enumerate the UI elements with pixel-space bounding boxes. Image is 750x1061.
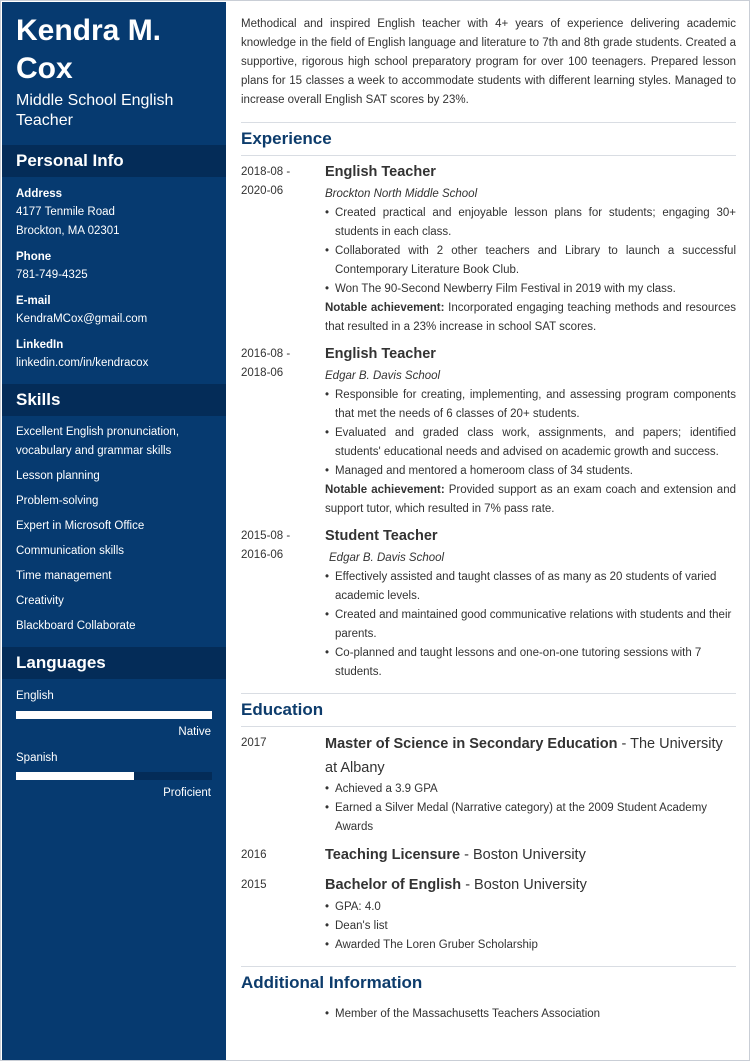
summary-paragraph: Methodical and inspired English teacher with 4+ years of experience delivering academic knowledge in the field of English language and literature to 7th and 8th grade students. Created a supportive, rigorous high school preparatory program for over 100 teenagers. Prepared lesson plans for 15 classes a week to accommodate students with different learning styles. Managed to increase overall English SAT scores by 23%.	[241, 18, 736, 106]
list-item: • Created practical and enjoyable lesson plans for students; engaging 30+ students in each class.	[325, 204, 736, 242]
list-item: • Effectively assisted and taught classes of as many as 20 students of varied academic levels.	[325, 568, 736, 606]
job-employer: Brockton North Middle School	[325, 188, 478, 200]
address-line-1: 4177 Tenmile Road	[16, 206, 115, 218]
education-year: 2015	[241, 879, 267, 891]
job-achievement	[325, 299, 736, 337]
job-date-end: 2016-06	[241, 549, 284, 561]
heading-divider	[241, 155, 736, 156]
job-date-start: 2016-08 -	[241, 348, 291, 360]
additional-bullets	[325, 1005, 736, 1024]
job-title: Student Teacher	[325, 528, 438, 544]
achievement-label: Notable achievement:	[325, 484, 445, 496]
linkedin-value[interactable]: linkedin.com/in/kendracox	[16, 357, 149, 369]
job-bullets	[325, 386, 736, 481]
job-bullets	[325, 568, 736, 682]
skills-heading: Skills	[2, 384, 226, 416]
language-proficiency-bar	[16, 772, 212, 780]
education-year: 2017	[241, 737, 267, 749]
sidebar	[2, 2, 226, 1060]
list-item: • Dean's list	[325, 917, 736, 936]
degree-name: Bachelor of English	[325, 877, 462, 893]
degree-name: Master of Science in Secondary Education	[325, 736, 618, 752]
list-item: • Co-planned and taught lessons and one-on-one tutoring sessions with 7 students.	[325, 644, 736, 682]
language-proficiency-fill	[16, 711, 212, 719]
address-line-2: Brockton, MA 02301	[16, 225, 120, 237]
languages-heading: Languages	[2, 647, 226, 679]
list-item: • Evaluated and graded class work, assignments, and papers; identified students' educational needs and advised on academic growth and success.	[325, 424, 736, 462]
job-achievement	[325, 481, 736, 519]
list-item: • Collaborated with 2 other teachers and Library to launch a successful Contemporary Literature Book Club.	[325, 242, 736, 280]
job-employer: Edgar B. Davis School	[329, 552, 445, 564]
list-item: • Created and maintained good communicative relations with students and their parents.	[325, 606, 736, 644]
linkedin-label: LinkedIn	[16, 339, 64, 351]
phone-label: Phone	[16, 251, 52, 263]
job-bullets	[325, 204, 736, 299]
additional-info-heading-text: Additional Information	[241, 973, 423, 992]
experience-heading-text: Experience	[241, 129, 332, 148]
job-date-end: 2018-06	[241, 367, 284, 379]
skill-item: Communication skills	[16, 545, 125, 557]
language-proficiency-bar	[16, 711, 212, 719]
job-date-start: 2018-08 -	[241, 166, 291, 178]
job-date-start: 2015-08 -	[241, 530, 291, 542]
list-item: • Won The 90-Second Newberry Film Festival in 2019 with my class.	[325, 280, 736, 299]
skill-item: Excellent English pronunciation, vocabulary and grammar skills	[16, 426, 180, 457]
education-bullets	[325, 898, 736, 955]
school-name: - Boston University	[461, 877, 587, 893]
language-name: English	[16, 690, 54, 702]
list-item: • Member of the Massachusetts Teachers Association	[325, 1005, 736, 1024]
list-item: • Responsible for creating, implementing, and assessing program components that met the needs of 6 classes of 20+ students.	[325, 386, 736, 424]
job-title: English Teacher	[325, 346, 436, 362]
achievement-text: Incorporated engaging teaching methods and resources that resulted in a 23% increase in school SAT scores.	[325, 302, 736, 333]
skill-item: Creativity	[16, 595, 64, 607]
email-label: E-mail	[16, 295, 51, 307]
job-employer: Edgar B. Davis School	[325, 370, 441, 382]
achievement-text: Provided support as an exam coach and extension and support tutor, which resulted in 7% pass rate.	[325, 484, 736, 515]
achievement-label: Notable achievement:	[325, 302, 445, 314]
education-bullets	[325, 780, 736, 837]
language-name: Spanish	[16, 752, 58, 764]
skill-item: Lesson planning	[16, 470, 100, 482]
list-item: • Managed and mentored a homeroom class of 34 students.	[325, 462, 736, 481]
list-item: • Awarded The Loren Gruber Scholarship	[325, 936, 736, 955]
list-item: • GPA: 4.0	[325, 898, 736, 917]
education-heading-text: Education	[241, 700, 324, 719]
heading-divider	[241, 726, 736, 727]
list-item: • Achieved a 3.9 GPA	[325, 780, 736, 799]
language-proficiency-fill	[16, 772, 134, 780]
experience-heading	[241, 122, 736, 149]
education-heading	[241, 693, 736, 720]
school-name: - Boston University	[460, 847, 586, 863]
additional-info-heading	[241, 966, 736, 993]
skill-item: Blackboard Collaborate	[16, 620, 136, 632]
education-title	[325, 843, 736, 867]
degree-name: Teaching Licensure	[325, 847, 461, 863]
skill-item: Time management	[16, 570, 112, 582]
job-title: English Teacher	[325, 164, 436, 180]
skill-item: Expert in Microsoft Office	[16, 520, 145, 532]
personal-info-heading: Personal Info	[2, 145, 226, 177]
education-title	[325, 873, 736, 897]
language-level: Proficient	[163, 787, 211, 799]
education-title	[325, 732, 736, 780]
job-date-end: 2020-06	[241, 185, 284, 197]
school-name: - The University at Albany	[325, 736, 723, 776]
email-value[interactable]: KendraMCox@gmail.com	[16, 313, 148, 325]
skill-item: Problem-solving	[16, 495, 99, 507]
candidate-title: Middle School English Teacher	[16, 92, 174, 129]
language-level: Native	[178, 726, 211, 738]
candidate-name: Kendra M. Cox	[16, 14, 162, 85]
education-year: 2016	[241, 849, 267, 861]
list-item: • Earned a Silver Medal (Narrative category) at the 2009 Student Academy Awards	[325, 799, 736, 837]
address-label: Address	[16, 188, 63, 200]
phone-value: 781-749-4325	[16, 269, 88, 281]
